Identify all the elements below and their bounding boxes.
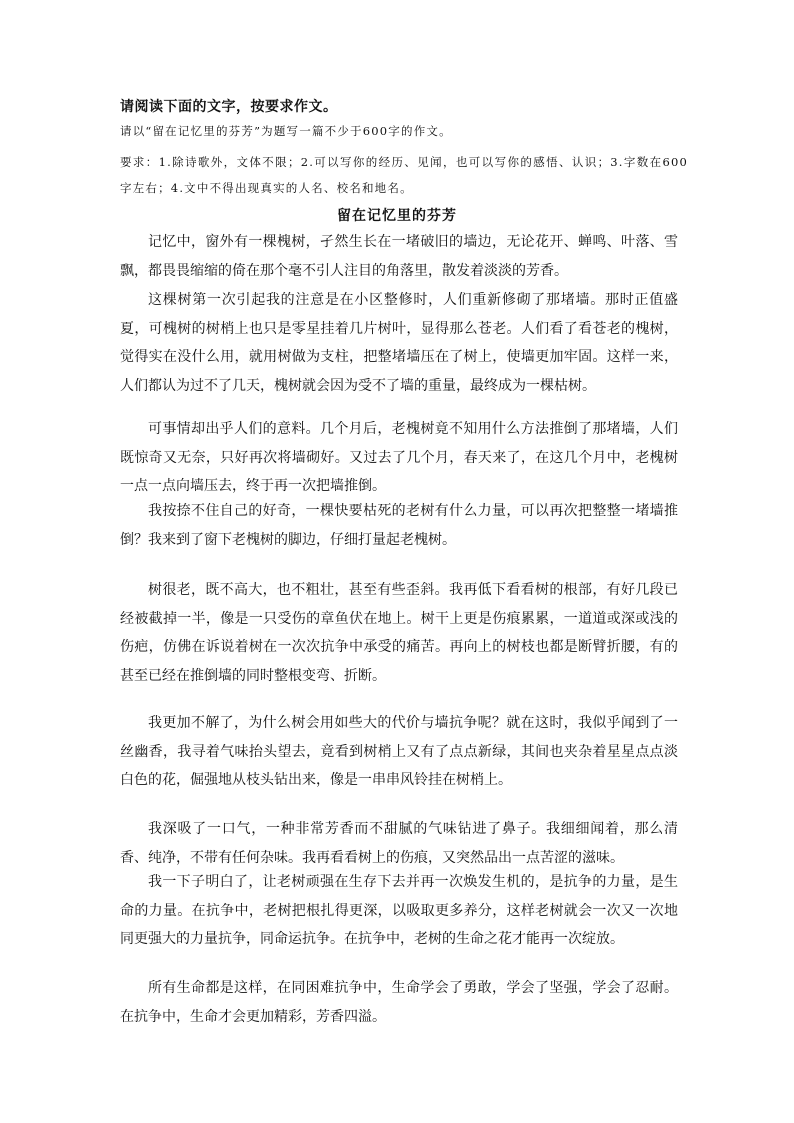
essay-paragraph: 记忆中，窗外有一棵槐树，孑然生长在一堵破旧的墙边，无论花开、蝉鸣、叶落、雪飘，都畏畏缩缩的倚在那个毫不引人注目的角落里，散发着淡淡的芳香。 — [120, 234, 678, 279]
essay-paragraph: 可事情却出乎人们的意料。几个月后，老槐树竟不知用什么方法推倒了那堵墙，人们既惊奇又无奈，只好再次将墙砌好。又过去了几个月，春天来了，在这几个月中，老槐树一点一点向墙压去，终于再一次把墙推倒。 — [120, 421, 678, 494]
essay-paragraph: 这棵树第一次引起我的注意是在小区整修时，人们重新修砌了那堵墙。那时正值盛夏，可槐树的树梢上也只是零星挂着几片树叶，显得那么苍老。人们看了看苍老的槐树，觉得实在没什么用，就用树做为支柱，把整堵墙压在了树上，使墙更加牢固。这样一来，人们都认为过不了几天，槐树就会因为受不了墙的重量，最终成为一棵枯树。 — [120, 292, 678, 394]
essay-title: 留在记忆里的芬芳 — [337, 208, 457, 224]
essay-requirements: 要求：1.除诗歌外，文体不限；2.可以写你的经历、见闻，也可以写你的感悟、认识；3.字数在600字左右；4.文中不得出现真实的人名、校名和地名。 — [120, 155, 688, 195]
essay-paragraph: 我更加不解了，为什么树会用如些大的代价与墙抗争呢？就在这时，我似乎闻到了一丝幽香，我寻着气味抬头望去，竟看到树梢上又有了点点新绿，其间也夹杂着星星点点淡白色的花，倔强地从枝头钻出来，像是一串串风铃挂在树梢上。 — [120, 715, 678, 788]
instruction-heading: 请阅读下面的文字，按要求作文。 — [120, 99, 338, 115]
essay-paragraph: 所有生命都是这样，在同困难抗争中，生命学会了勇敢，学会了坚强，学会了忍耐。在抗争中，生命才会更加精彩，芳香四溢。 — [120, 980, 678, 1025]
essay-paragraph: 树很老，既不高大，也不粗壮，甚至有些歪斜。我再低下看看树的根部，有好几段已经被截掉一半，像是一只受伤的章鱼伏在地上。树干上更是伤痕累累，一道道或深或浅的伤疤，仿佛在诉说着树在一次次抗争中承受的痛苦。再向上的树枝也都是断臂折腰，有的甚至已经在推倒墙的同时整根变弯、折断。 — [120, 582, 678, 684]
essay-paragraph: 我按捺不住自己的好奇，一棵快要枯死的老树有什么力量，可以再次把整整一堵墙推倒？我来到了窗下老槐树的脚边，仔细打量起老槐树。 — [120, 503, 678, 548]
essay-paragraph: 我深吸了一口气，一种非常芳香而不甜腻的气味钻进了鼻子。我细细闻着，那么清香、纯净，不带有任何杂味。我再看看树上的伤痕，又突然品出一点苦涩的滋味。 — [120, 821, 678, 866]
essay-paragraph: 我一下子明白了，让老树顽强在生存下去并再一次焕发生机的，是抗争的力量，是生命的力量。在抗争中，老树把根扎得更深，以吸取更多养分，这样老树就会一次又一次地同更强大的力量抗争，同命运抗争。在抗争中，老树的生命之花才能再一次绽放。 — [120, 874, 678, 947]
essay-prompt: 请以“留在记忆里的芬芳”为题写一篇不少于600字的作文。 — [120, 124, 452, 138]
